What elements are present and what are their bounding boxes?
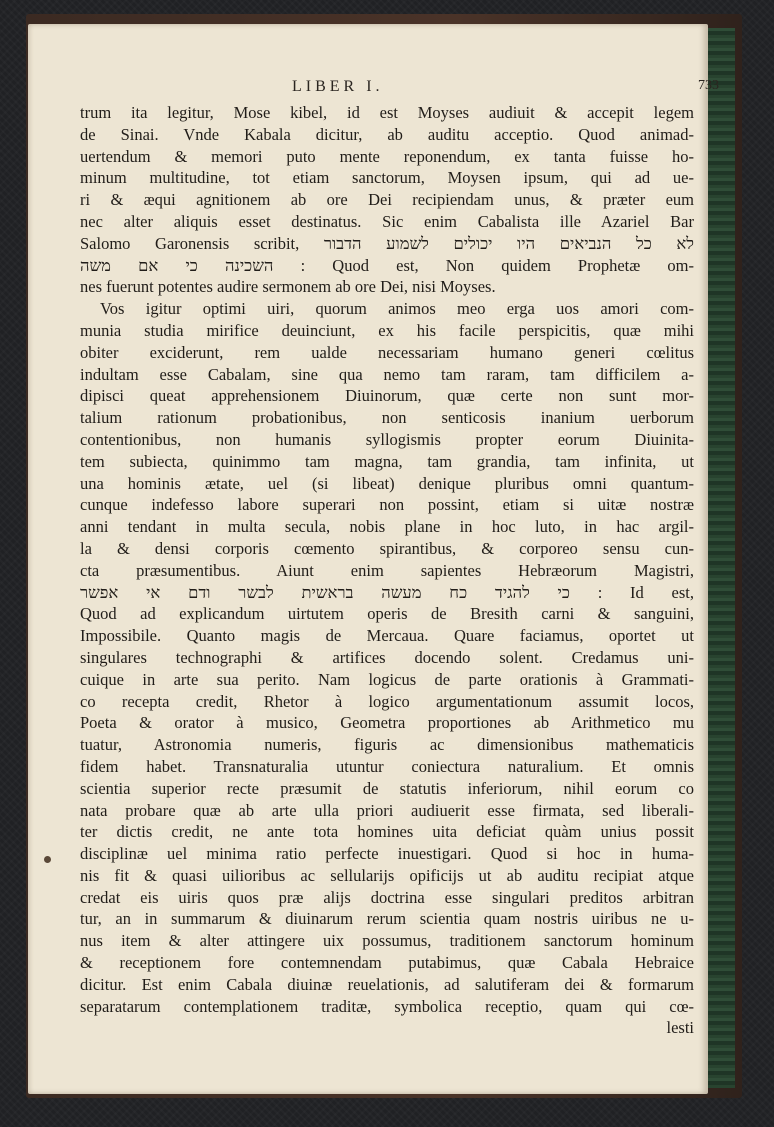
text-line: co recepta credit, Rhetor à logico argumentationum assumit locos, — [80, 691, 694, 711]
text-line: tuatur, Astronomia numeris, figuris ac dimensionibus mathematicis — [80, 735, 694, 755]
text-line: dicitur. Est enim Cabala diuinæ reuelationis, ad salutiferam dei & formarum — [80, 974, 694, 994]
text-line: dipisci queat apprehensionem Diuinorum, quæ certe non sunt mor- — [80, 386, 694, 406]
text-line: singulares technographi & artifices docendo solent. Credamus uni- — [80, 647, 694, 667]
text-line: nata probare quæ ab arte ulla priori audiuerit esse firmata, sed liberali- — [80, 800, 694, 820]
text-line: nus item & alter attingere uix possumus, traditionem sanctorum hominum — [80, 931, 694, 951]
text-line: cta præsumentibus. Aiunt enim sapientes Hebræorum Magistri, — [80, 560, 694, 580]
text-line: fidem habet. Transnaturalia utuntur coniectura naturalium. Et omnis — [80, 756, 694, 776]
catchword: lesti — [666, 1018, 694, 1038]
text-line-with-hebrew: השכינה כי אם משה : Quod est, Non quidem Prophetæ om- — [80, 255, 694, 275]
text-line: la & densi corporis cœmento spirantibus, & corporeo sensu cun- — [80, 538, 694, 558]
paragraph-start-line: Vos igitur optimi uiri, quorum animos meo erga uos amori com- — [100, 299, 694, 319]
text-line: de Sinai. Vnde Kabala dicitur, ab auditu acceptio. Quod animad- — [80, 124, 694, 144]
text-line-with-hebrew: כי להגיד כח מעשה בראשית לבשר ודם אי אפשר : Id est, — [80, 582, 694, 602]
text-line: cunque indefesso labore superari non possint, etiam si uitæ nostræ — [80, 495, 694, 515]
text-line: ri & æqui agnitionem ab ore Dei recipiendam unus, & præter eum — [80, 190, 694, 210]
text-line: tur, an in summarum & diuinarum rerum scientia quam nostris uiribus ne u- — [80, 909, 694, 929]
text-line: Impossibile. Quanto magis de Mercaua. Quare faciamus, oportet ut — [80, 626, 694, 646]
text-line-with-hebrew: Salomo Garonensis scribit, לא כל הנביאים היו יכולים לשמוע הדבור — [80, 233, 694, 253]
text-line: cuique in arte sua perito. Nam logicus de parte orationis à Grammati- — [80, 669, 694, 689]
text-line: minum multitudine, tot etiam sanctorum, Moysen ipsum, qui ad ue- — [80, 168, 694, 188]
marbled-endpaper-edge — [704, 28, 735, 1088]
text-line: Poeta & orator à musico, Geometra proportiones ab Arithmetico mu — [80, 713, 694, 733]
text-line: munia studia mirifice deuinciunt, ex his facile perspicitis, quæ mihi — [80, 320, 694, 340]
text-line: una hominis ætate, uel (si libeat) denique pluribus omni quantum- — [80, 473, 694, 493]
body-text — [80, 102, 694, 1039]
text-line: Quod ad explicandum uirtutem operis de Bresith carni & sanguini, — [80, 604, 694, 624]
text-line: separatarum contemplationem traditæ, symbolica receptio, quam qui cœ- — [80, 996, 694, 1016]
ink-spot — [44, 856, 51, 863]
text-line: scientia superior recte præsumit de statutis inferiorum, nihil eorum co — [80, 778, 694, 798]
text-line: & receptionem fore contemnendam putabimus, quæ Cabala Hebraice — [80, 953, 694, 973]
text-line: indultam esse Cabalam, sine qua nemo tam raram, tam difficilem a- — [80, 364, 694, 384]
text-line: obiter exciderunt, rem ualde necessariam humano generi cœlitus — [80, 342, 694, 362]
text-line: trum ita legitur, Mose kibel, id est Moyses audiuit & accepit legem — [80, 103, 694, 122]
text-line: disciplinæ uel minima ratio perfecte inuestigari. Quod si hoc in huma- — [80, 844, 694, 864]
text-line: ter dictis credit, ne ante tota homines uita deficiat quàm unius possit — [80, 822, 694, 842]
running-title: LIBER I. — [292, 78, 384, 95]
text-line: tem subiecta, quinimmo tam magna, tam grandia, tam infinita, ut — [80, 451, 694, 471]
text-line: contentionibus, non humanis syllogismis propter eorum Diuinita- — [80, 429, 694, 449]
text-line: nes fuerunt potentes audire sermonem ab ore Dei, nisi Moyses. — [80, 277, 496, 297]
text-line: nis fit & quasi uilioribus ac sellularijs opificijs ut ab auditu recipiat atque — [80, 865, 694, 885]
text-line: nec alter aliquis esset destinatus. Sic enim Cabalista ille Azariel Bar — [80, 211, 694, 231]
text-line: talium rationum probationibus, non senticosis inanium uerborum — [80, 408, 694, 428]
text-line: credat eis uiris quos præ alijs doctrina esse singulari preditos arbitran — [80, 887, 694, 907]
text-line: anni tendant in multa secula, nobis plane in hoc luto, in hac argil- — [80, 517, 694, 537]
page-number: 733 — [698, 78, 719, 93]
text-line: uertendum & memori puto mente reponendum, ex tanta fuisse ho- — [80, 146, 694, 166]
